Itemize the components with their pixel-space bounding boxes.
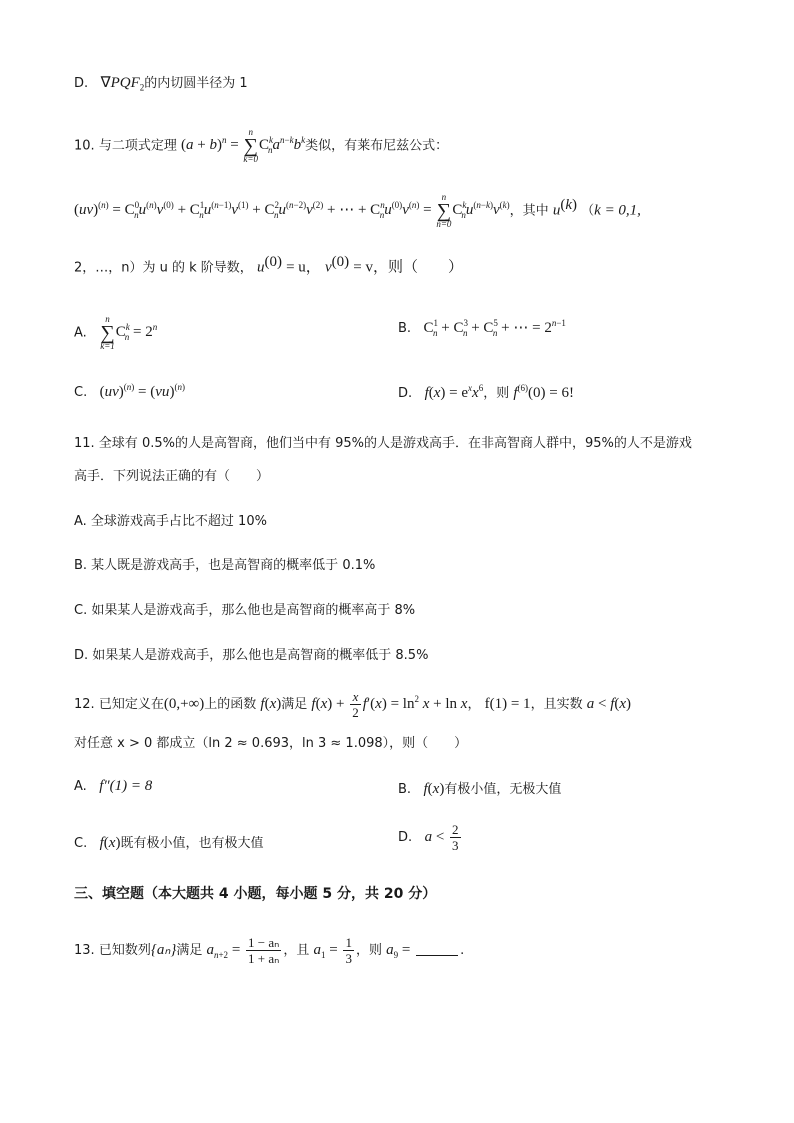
- q12-option-c: C. f(x)既有极小值，也有极大值: [74, 835, 264, 851]
- k-list: k = 0,1,: [594, 202, 641, 219]
- q10-continuation: 2，…，n）为 u 的 k 阶导数，: [74, 260, 253, 276]
- q10-stem-line1: [74, 128, 448, 164]
- option-label: D.: [398, 829, 413, 845]
- triangle-name: PQF: [110, 75, 140, 91]
- q10-option-d: D. $f(x) = e^xx^6$，则 $f^{(6)}(0) = 6$!: [398, 383, 574, 401]
- question-number: 13.: [74, 942, 95, 958]
- v-symbol: v: [324, 259, 332, 276]
- answer-blank[interactable]: [416, 955, 458, 956]
- option-label: D.: [74, 76, 89, 91]
- leibniz-formula: $(uv)^{(n)} = C^0_nu^{(n)}v^{(0)} + C^1_nu^{(n-1)}v^{(1)} + C^2_nu^{(n-2)}v^{(2)}$ + ⋯ + $C^n_nu^{(0)}v^{(n)}$ = n ∑ n=0 $C^k_nu^{(n-k)}v^{(k)}$，其中 $u^{(k)}$ （k = 0,1,: [74, 192, 641, 229]
- section-heading: 三、填空题（本大题共 4 小题，每小题 5 分，共 20 分）: [74, 886, 437, 902]
- q12-real: ，且实数: [530, 696, 583, 712]
- option-d-eq: (0) = 6!: [528, 385, 574, 401]
- question-intro: 与二项式定理: [98, 138, 177, 154]
- q13-intro: 已知数列: [98, 942, 151, 958]
- q13-and: ，且: [283, 942, 310, 958]
- option-a-expr: f″(1) = 8: [99, 778, 153, 794]
- frac-numerator: 1 − aₙ: [248, 935, 280, 950]
- paren-open: （: [581, 203, 595, 219]
- q13-then: ，则: [355, 942, 382, 958]
- u-eq: = u，: [286, 259, 321, 276]
- option-label: C.: [74, 385, 88, 400]
- option-text: 的内切圆半径为 1: [144, 76, 248, 91]
- sum-symbol: n ∑ n=0: [436, 192, 452, 229]
- subscript: 2: [139, 82, 145, 93]
- q12-option-a: [74, 778, 152, 795]
- question-number: 12.: [74, 696, 95, 712]
- q13-satisfy: 满足: [176, 942, 203, 958]
- q12-option-b: B. f(x)有极小值，无极大值: [398, 781, 562, 797]
- frac-numerator: 1: [345, 935, 352, 950]
- q13-seq: {aₙ}: [150, 941, 177, 958]
- q10-option-a: A. n ∑ k=1 $C^k_n = 2^n$: [74, 314, 158, 351]
- period: .: [460, 942, 465, 958]
- q12-domain: (0,+∞): [163, 695, 205, 712]
- comma: ，: [467, 696, 481, 712]
- q10-option-c: C. (uv)$^{(n)}$ = (vu)$^{(n)}$: [74, 382, 185, 400]
- q12-satisfy: 满足: [281, 696, 308, 712]
- where-text: ，其中: [509, 203, 549, 219]
- binomial-formula: $(a + b)^n$ = n ∑ k=0 $C^k_na^{n-k}b^k$: [180, 127, 306, 164]
- option-b-text: 有极小值，无极大值: [444, 782, 562, 797]
- q12-stem-line1: 12. 已知定义在(0,+∞)上的函数 f(x)满足 f(x) + $\frac{x}{2}$ $f'(x) = \ln^2 x + \ln x$， f(1) = 1，且实数 a < f(x): [74, 689, 632, 720]
- q12-f1: f(1) = 1: [484, 695, 531, 712]
- q12-option-d: D. a < $\frac{2}{3}$: [398, 822, 459, 853]
- frac-denominator: 3: [452, 838, 459, 853]
- option-label: A.: [74, 325, 87, 341]
- frac-numerator: 2: [452, 822, 459, 837]
- question-tail: 类似，有莱布尼兹公式：: [305, 138, 449, 154]
- q11-option-d: D. 如果某人是游戏高手，那么他也是高智商的概率低于 8.5%: [74, 648, 429, 663]
- v-eq: = v，则（ ）: [353, 259, 463, 276]
- u-symbol: u: [256, 259, 265, 276]
- option-label: C.: [74, 836, 88, 851]
- option-label: A.: [74, 779, 87, 794]
- q11-stem-line1: 11. 全球有 0.5%的人是高智商，他们当中有 95%的人是游戏高手．在非高智商人群中，95%的人不是游戏: [74, 436, 692, 451]
- q13-stem: 13. 已知数列{aₙ}满足 $a_{n+2}$ = $\frac{\text{1 − aₙ}}{\text{1 + aₙ}}$ ，且 $a_1$ = $\frac{1}{3}$ ，则 $a_9$ = .: [74, 935, 465, 966]
- q11-stem-line2: 高手．下列说法正确的有（ ）: [74, 469, 270, 484]
- q10-option-b: B. $C^1_n + C^3_n + C^5_n$ + ⋯ = $2^{n-1}$: [398, 318, 566, 338]
- option-label: B.: [398, 321, 412, 336]
- q9-option-d: [74, 72, 248, 93]
- q11-option-a: A. 全球游戏高手占比不超过 10%: [74, 514, 267, 529]
- q12-stem-line2: 对任意 x > 0 都成立（ln 2 ≈ 0.693，ln 3 ≈ 1.098），则（ ）: [74, 736, 468, 751]
- sum-symbol: n ∑ k=0: [243, 127, 258, 164]
- q12-intro: 已知定义在: [98, 696, 164, 712]
- option-c-text: 既有极小值，也有极大值: [120, 836, 264, 851]
- option-a-rhs: = 2: [133, 324, 153, 341]
- q12-condition: f(x) + $\frac{x}{2}$ $f'(x) = \ln^2 x + \ln x$: [311, 689, 468, 720]
- frac-denominator: 3: [345, 951, 352, 966]
- question-number: 10.: [74, 138, 95, 154]
- triangle-symbol: ∇: [100, 75, 111, 91]
- frac-denominator: 1 + aₙ: [248, 951, 280, 966]
- q10-stem-line3: 2，…，n）为 u 的 k 阶导数， $u^{(0)} = u$， $v^{(0)} = v$，则（ ）: [74, 254, 463, 276]
- q11-option-b: B. 某人既是游戏高手，也是高智商的概率低于 0.1%: [74, 558, 376, 573]
- option-label: D.: [398, 386, 413, 401]
- option-d-text: ，则: [483, 386, 510, 401]
- q12-func-text: 上的函数: [204, 696, 257, 712]
- option-label: B.: [398, 782, 412, 797]
- q11-option-c: C. 如果某人是游戏高手，那么他也是高智商的概率高于 8%: [74, 603, 416, 618]
